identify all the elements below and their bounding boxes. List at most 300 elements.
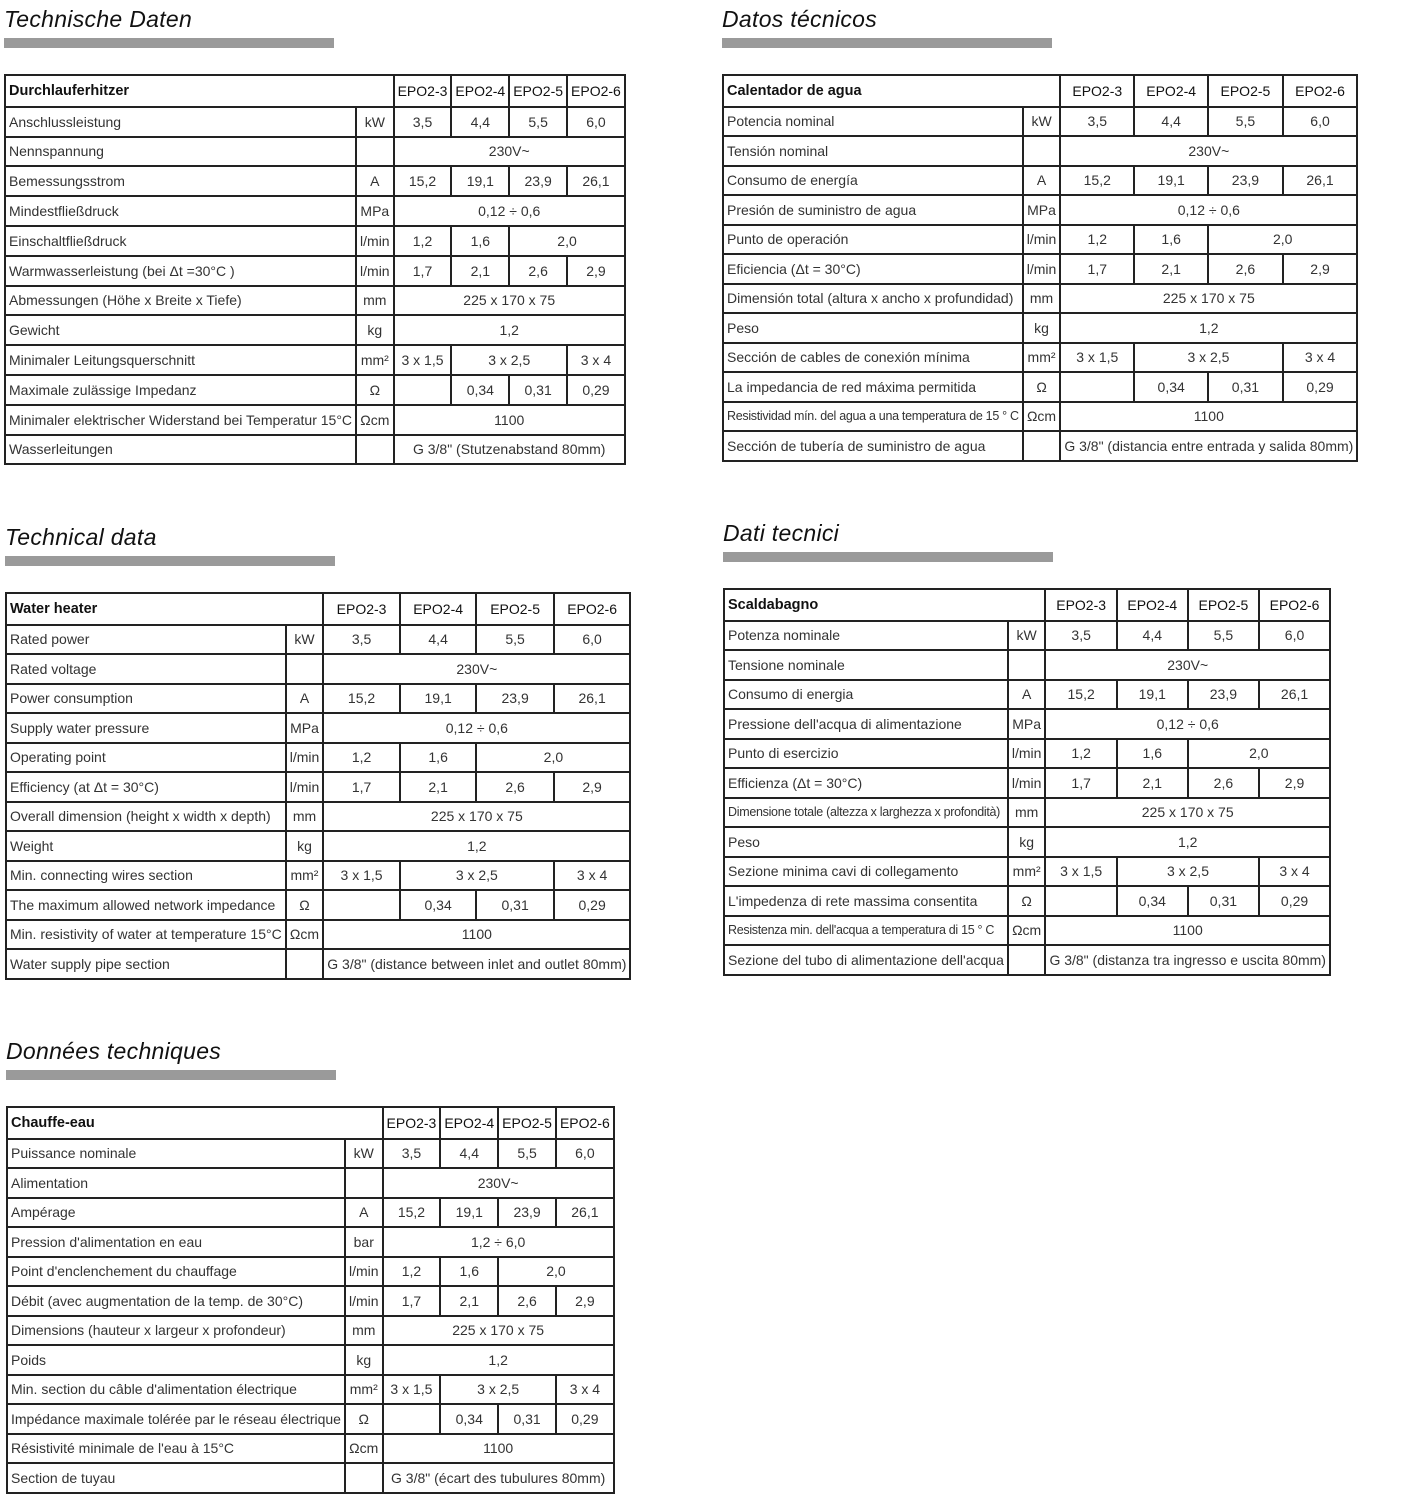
- table-row: [724, 680, 1330, 710]
- row-unit: Ωcm: [1008, 916, 1046, 946]
- value-cell: 225 x 170 x 75: [1045, 798, 1330, 828]
- row-label: Section de tuyau: [7, 1463, 345, 1493]
- value-cell: 3 x 4: [554, 861, 631, 891]
- value-cell: 0,29: [567, 375, 625, 405]
- row-label: Maximale zulässige Impedanz: [5, 375, 356, 405]
- value-cell: G 3/8" (distance between inlet and outlet 80mm): [323, 949, 630, 979]
- title-underline-bar: [722, 38, 1052, 48]
- row-unit: MPa: [1023, 195, 1061, 225]
- title-underline-bar: [723, 552, 1053, 562]
- row-label: Point d'enclenchement du chauffage: [7, 1257, 345, 1287]
- value-cell: 1,7: [1045, 768, 1116, 798]
- row-label: La impedancia de red máxima permitida: [723, 372, 1023, 402]
- row-label: Anschlussleistung: [5, 107, 356, 137]
- table-row: [7, 1227, 614, 1257]
- value-cell: 3 x 1,5: [394, 345, 452, 375]
- row-unit: kW: [1023, 107, 1061, 137]
- row-label: Impédance maximale tolérée par le réseau électrique: [7, 1404, 345, 1434]
- row-label: Power consumption: [6, 684, 286, 714]
- value-cell: 230V~: [1045, 650, 1330, 680]
- value-cell: 1,7: [394, 256, 452, 286]
- model-header: EPO2-5: [476, 593, 553, 625]
- table-row: [724, 945, 1330, 975]
- spec-table: [5, 592, 631, 980]
- row-unit: mm²: [1023, 343, 1061, 373]
- row-unit: MPa: [356, 196, 394, 226]
- value-cell: 2,6: [498, 1286, 556, 1316]
- table-row: [724, 739, 1330, 769]
- model-header: EPO2-3: [323, 593, 400, 625]
- table-row: [6, 625, 630, 655]
- table-row: [724, 827, 1330, 857]
- row-label: Nennspannung: [5, 137, 356, 167]
- model-header: EPO2-5: [509, 75, 567, 107]
- value-cell: 26,1: [1259, 680, 1330, 710]
- table-row: [5, 315, 625, 345]
- value-cell: 3,5: [394, 107, 452, 137]
- model-header: EPO2-3: [383, 1107, 441, 1139]
- value-cell: 225 x 170 x 75: [394, 286, 625, 316]
- spec-table: [4, 74, 626, 465]
- row-label: Supply water pressure: [6, 713, 286, 743]
- table-row: [7, 1286, 614, 1316]
- value-cell: 1100: [323, 920, 630, 950]
- model-header: EPO2-6: [1283, 75, 1358, 107]
- row-unit: l/min: [356, 226, 394, 256]
- value-cell: 19,1: [400, 684, 477, 714]
- table-row: [5, 345, 625, 375]
- row-unit: l/min: [286, 772, 324, 802]
- row-label: Minimaler Leitungsquerschnitt: [5, 345, 356, 375]
- value-cell: 6,0: [567, 107, 625, 137]
- value-cell: 4,4: [1134, 107, 1208, 137]
- value-cell: 230V~: [1060, 136, 1357, 166]
- value-cell: 3 x 4: [1283, 343, 1358, 373]
- row-unit: [345, 1463, 383, 1493]
- value-cell: 2,0: [476, 743, 630, 773]
- row-label: Efficienza (Δt = 30°C): [724, 768, 1008, 798]
- value-cell: 23,9: [509, 166, 567, 196]
- value-cell: 0,29: [554, 890, 631, 920]
- row-label: Presión de suministro de agua: [723, 195, 1023, 225]
- row-unit: MPa: [1008, 709, 1046, 739]
- model-header: EPO2-6: [1259, 589, 1330, 621]
- table-row: [723, 136, 1357, 166]
- row-unit: l/min: [1008, 739, 1046, 769]
- row-unit: mm: [356, 286, 394, 316]
- table-row: [6, 802, 630, 832]
- value-cell: 0,29: [556, 1404, 614, 1434]
- row-label: Puissance nominale: [7, 1139, 345, 1169]
- table-row: [7, 1316, 614, 1346]
- value-cell: 2,6: [509, 256, 567, 286]
- table-row: [723, 107, 1357, 137]
- value-cell: 4,4: [440, 1139, 498, 1169]
- table-header-row: [7, 1107, 614, 1139]
- value-cell: 5,5: [509, 107, 567, 137]
- table-row: [723, 284, 1357, 314]
- row-label: L'impedenza di rete massima consentita: [724, 886, 1008, 916]
- value-cell: 23,9: [498, 1198, 556, 1228]
- table-row: [7, 1463, 614, 1493]
- row-label: Potencia nominal: [723, 107, 1023, 137]
- value-cell: 23,9: [1208, 166, 1283, 196]
- row-unit: Ωcm: [356, 405, 394, 435]
- row-unit: kW: [345, 1139, 383, 1169]
- row-label: Warmwasserleistung (bei Δt =30°C ): [5, 256, 356, 286]
- value-cell: 23,9: [1188, 680, 1259, 710]
- row-label: Pression d'alimentation en eau: [7, 1227, 345, 1257]
- table-row: [6, 654, 630, 684]
- model-header: EPO2-4: [451, 75, 509, 107]
- table-row: [6, 772, 630, 802]
- value-cell: 0,29: [1259, 886, 1330, 916]
- row-unit: mm: [1023, 284, 1061, 314]
- value-cell: 3 x 1,5: [1060, 343, 1134, 373]
- table-row: [6, 861, 630, 891]
- row-unit: Ωcm: [345, 1434, 383, 1464]
- row-label: Einschaltfließdruck: [5, 226, 356, 256]
- row-unit: kg: [356, 315, 394, 345]
- value-cell: 3 x 1,5: [323, 861, 400, 891]
- value-cell: 26,1: [1283, 166, 1358, 196]
- table-row: [7, 1375, 614, 1405]
- row-unit: A: [1023, 166, 1061, 196]
- value-cell: 3 x 1,5: [1045, 857, 1116, 887]
- table-row: [723, 402, 1357, 432]
- row-label: Tensión nominal: [723, 136, 1023, 166]
- row-label: Minimaler elektrischer Widerstand bei Temperatur 15°C: [5, 405, 356, 435]
- value-cell: 3 x 4: [556, 1375, 614, 1405]
- model-header: EPO2-5: [1188, 589, 1259, 621]
- table-row: [7, 1404, 614, 1434]
- row-label: Ampérage: [7, 1198, 345, 1228]
- value-cell: 2,9: [1259, 768, 1330, 798]
- value-cell: 3 x 2,5: [400, 861, 554, 891]
- value-cell: [1045, 886, 1116, 916]
- table-row: [724, 621, 1330, 651]
- row-label: Eficiencia (Δt = 30°C): [723, 254, 1023, 284]
- value-cell: 1100: [383, 1434, 614, 1464]
- value-cell: 2,6: [1208, 254, 1283, 284]
- value-cell: 2,9: [556, 1286, 614, 1316]
- product-name-header: Durchlauferhitzer: [5, 75, 394, 107]
- value-cell: 19,1: [1117, 680, 1188, 710]
- row-unit: mm²: [1008, 857, 1046, 887]
- table-row: [723, 343, 1357, 373]
- product-name-header: Chauffe-eau: [7, 1107, 383, 1139]
- value-cell: 3 x 2,5: [1117, 857, 1259, 887]
- row-unit: mm²: [356, 345, 394, 375]
- value-cell: 1,2: [1060, 313, 1357, 343]
- row-unit: A: [1008, 680, 1046, 710]
- value-cell: 26,1: [556, 1198, 614, 1228]
- value-cell: 2,6: [476, 772, 553, 802]
- table-row: [7, 1434, 614, 1464]
- row-label: Mindestfließdruck: [5, 196, 356, 226]
- value-cell: 1,2: [1045, 739, 1116, 769]
- row-unit: [286, 654, 324, 684]
- value-cell: [383, 1404, 441, 1434]
- value-cell: 225 x 170 x 75: [1060, 284, 1357, 314]
- value-cell: 230V~: [383, 1168, 614, 1198]
- row-unit: l/min: [286, 743, 324, 773]
- product-name-header: Calentador de agua: [723, 75, 1060, 107]
- value-cell: 2,1: [1134, 254, 1208, 284]
- table-row: [7, 1168, 614, 1198]
- table-row: [5, 286, 625, 316]
- table-row: [724, 709, 1330, 739]
- table-row: [723, 372, 1357, 402]
- row-unit: kg: [1023, 313, 1061, 343]
- value-cell: 23,9: [476, 684, 553, 714]
- value-cell: 5,5: [498, 1139, 556, 1169]
- value-cell: 19,1: [440, 1198, 498, 1228]
- value-cell: 2,0: [509, 226, 625, 256]
- row-unit: [345, 1168, 383, 1198]
- table-row: [6, 743, 630, 773]
- value-cell: 0,12 ÷ 0,6: [394, 196, 625, 226]
- table-row: [6, 831, 630, 861]
- value-cell: 0,34: [400, 890, 477, 920]
- table-row: [5, 196, 625, 226]
- row-unit: [1008, 945, 1046, 975]
- table-row: [5, 166, 625, 196]
- row-label: Bemessungsstrom: [5, 166, 356, 196]
- row-label: Poids: [7, 1345, 345, 1375]
- row-unit: [286, 949, 324, 979]
- value-cell: 1,7: [383, 1286, 441, 1316]
- value-cell: 2,6: [1188, 768, 1259, 798]
- row-label: Peso: [724, 827, 1008, 857]
- value-cell: [1060, 372, 1134, 402]
- value-cell: 0,31: [498, 1404, 556, 1434]
- row-unit: l/min: [1008, 768, 1046, 798]
- value-cell: 0,34: [1134, 372, 1208, 402]
- row-label: Weight: [6, 831, 286, 861]
- table-row: [724, 768, 1330, 798]
- value-cell: 19,1: [451, 166, 509, 196]
- value-cell: 0,34: [451, 375, 509, 405]
- row-label: Efficiency (at Δt = 30°C): [6, 772, 286, 802]
- value-cell: 0,29: [1283, 372, 1358, 402]
- row-label: Min. section du câble d'alimentation électrique: [7, 1375, 345, 1405]
- value-cell: 3 x 4: [567, 345, 625, 375]
- table-row: [7, 1345, 614, 1375]
- section-title: Dati tecnici: [723, 520, 840, 546]
- row-label: Dimensione totale (altezza x larghezza x profondità): [724, 798, 1008, 828]
- value-cell: G 3/8" (écart des tubulures 80mm): [383, 1463, 614, 1493]
- row-label: Sezione minima cavi di collegamento: [724, 857, 1008, 887]
- model-header: EPO2-4: [1117, 589, 1188, 621]
- value-cell: 15,2: [394, 166, 452, 196]
- product-name-header: Water heater: [6, 593, 323, 625]
- value-cell: 5,5: [476, 625, 553, 655]
- value-cell: 1100: [1060, 402, 1357, 432]
- table-row: [723, 431, 1357, 461]
- section-title: Technical data: [5, 524, 157, 550]
- value-cell: 2,1: [440, 1286, 498, 1316]
- value-cell: 6,0: [1259, 621, 1330, 651]
- value-cell: [394, 375, 452, 405]
- row-unit: Ω: [286, 890, 324, 920]
- value-cell: 5,5: [1208, 107, 1283, 137]
- row-unit: Ω: [1008, 886, 1046, 916]
- row-unit: Ω: [356, 375, 394, 405]
- row-unit: mm²: [345, 1375, 383, 1405]
- row-label: Résistivité minimale de l'eau à 15°C: [7, 1434, 345, 1464]
- model-header: EPO2-5: [498, 1107, 556, 1139]
- value-cell: G 3/8" (distancia entre entrada y salida 80mm): [1060, 431, 1357, 461]
- value-cell: 1,2: [383, 1257, 441, 1287]
- row-unit: [1008, 650, 1046, 680]
- value-cell: 2,1: [400, 772, 477, 802]
- row-unit: kW: [286, 625, 324, 655]
- section-title: Datos técnicos: [722, 6, 878, 32]
- row-label: Punto di esercizio: [724, 739, 1008, 769]
- row-unit: bar: [345, 1227, 383, 1257]
- value-cell: 1100: [1045, 916, 1330, 946]
- value-cell: 3 x 4: [1259, 857, 1330, 887]
- table-row: [723, 166, 1357, 196]
- row-unit: mm: [1008, 798, 1046, 828]
- table-row: [5, 405, 625, 435]
- value-cell: 1,2: [1060, 225, 1134, 255]
- table-row: [5, 256, 625, 286]
- value-cell: 1,6: [451, 226, 509, 256]
- spec-table: [723, 588, 1331, 976]
- table-row: [6, 920, 630, 950]
- row-unit: mm: [286, 802, 324, 832]
- row-label: Peso: [723, 313, 1023, 343]
- value-cell: 1,7: [1060, 254, 1134, 284]
- model-header: EPO2-6: [556, 1107, 614, 1139]
- row-label: Alimentation: [7, 1168, 345, 1198]
- section-title: Données techniques: [6, 1038, 222, 1064]
- row-label: Sección de cables de conexión mínima: [723, 343, 1023, 373]
- value-cell: 3,5: [383, 1139, 441, 1169]
- table-row: [724, 916, 1330, 946]
- table-header-row: [5, 75, 625, 107]
- row-label: Dimensions (hauteur x largeur x profondeur): [7, 1316, 345, 1346]
- value-cell: 3,5: [1060, 107, 1134, 137]
- value-cell: 2,9: [554, 772, 631, 802]
- row-unit: MPa: [286, 713, 324, 743]
- row-unit: [1023, 431, 1061, 461]
- model-header: EPO2-5: [1208, 75, 1283, 107]
- table-header-row: [6, 593, 630, 625]
- value-cell: 4,4: [1117, 621, 1188, 651]
- value-cell: 2,9: [567, 256, 625, 286]
- table-row: [723, 313, 1357, 343]
- row-label: Water supply pipe section: [6, 949, 286, 979]
- value-cell: 3,5: [323, 625, 400, 655]
- spec-table: [722, 74, 1358, 462]
- row-unit: l/min: [345, 1286, 383, 1316]
- value-cell: 225 x 170 x 75: [383, 1316, 614, 1346]
- row-label: Overall dimension (height x width x depth): [6, 802, 286, 832]
- value-cell: 15,2: [1060, 166, 1134, 196]
- value-cell: 1,2: [394, 315, 625, 345]
- value-cell: 26,1: [567, 166, 625, 196]
- value-cell: 0,31: [476, 890, 553, 920]
- table-row: [723, 254, 1357, 284]
- row-label: Min. resistivity of water at temperature 15°C: [6, 920, 286, 950]
- row-label: Resistenza min. dell'acqua a temperatura di 15 ° C: [724, 916, 1008, 946]
- value-cell: 1,6: [440, 1257, 498, 1287]
- value-cell: 1100: [394, 405, 625, 435]
- value-cell: 6,0: [554, 625, 631, 655]
- model-header: EPO2-3: [1045, 589, 1116, 621]
- value-cell: 0,12 ÷ 0,6: [1045, 709, 1330, 739]
- row-label: Wasserleitungen: [5, 435, 356, 465]
- value-cell: 2,0: [1208, 225, 1357, 255]
- table-row: [5, 226, 625, 256]
- row-unit: [356, 435, 394, 465]
- model-header: EPO2-4: [400, 593, 477, 625]
- table-row: [5, 435, 625, 465]
- value-cell: 1,6: [1134, 225, 1208, 255]
- value-cell: 3 x 1,5: [383, 1375, 441, 1405]
- row-unit: kW: [356, 107, 394, 137]
- row-label: Sección de tubería de suministro de agua: [723, 431, 1023, 461]
- row-label: Rated voltage: [6, 654, 286, 684]
- table-row: [6, 713, 630, 743]
- value-cell: 19,1: [1134, 166, 1208, 196]
- row-label: Resistividad mín. del agua a una temperatura de 15 ° C: [723, 402, 1023, 432]
- spec-table: [6, 1106, 615, 1494]
- value-cell: 1,2 ÷ 6,0: [383, 1227, 614, 1257]
- value-cell: 26,1: [554, 684, 631, 714]
- row-label: Potenza nominale: [724, 621, 1008, 651]
- row-label: Débit (avec augmentation de la temp. de 30°C): [7, 1286, 345, 1316]
- value-cell: 0,31: [509, 375, 567, 405]
- value-cell: 15,2: [323, 684, 400, 714]
- title-underline-bar: [6, 1070, 336, 1080]
- table-row: [724, 798, 1330, 828]
- model-header: EPO2-4: [440, 1107, 498, 1139]
- model-header: EPO2-6: [554, 593, 631, 625]
- table-row: [7, 1139, 614, 1169]
- row-unit: l/min: [1023, 254, 1061, 284]
- table-row: [724, 857, 1330, 887]
- table-row: [7, 1198, 614, 1228]
- value-cell: 230V~: [323, 654, 630, 684]
- value-cell: 3 x 2,5: [451, 345, 567, 375]
- value-cell: 1,2: [383, 1345, 614, 1375]
- table-row: [724, 650, 1330, 680]
- row-label: Abmessungen (Höhe x Breite x Tiefe): [5, 286, 356, 316]
- table-row: [5, 375, 625, 405]
- value-cell: 4,4: [451, 107, 509, 137]
- value-cell: 2,9: [1283, 254, 1358, 284]
- value-cell: 0,31: [1208, 372, 1283, 402]
- row-label: Pressione dell'acqua di alimentazione: [724, 709, 1008, 739]
- row-unit: l/min: [1023, 225, 1061, 255]
- section-title: Technische Daten: [4, 6, 193, 32]
- row-label: Rated power: [6, 625, 286, 655]
- value-cell: 1,7: [323, 772, 400, 802]
- model-header: EPO2-6: [567, 75, 625, 107]
- value-cell: 1,6: [1117, 739, 1188, 769]
- row-unit: [356, 137, 394, 167]
- row-unit: kW: [1008, 621, 1046, 651]
- title-underline-bar: [4, 38, 334, 48]
- value-cell: 1,2: [323, 743, 400, 773]
- row-unit: A: [345, 1198, 383, 1228]
- row-unit: A: [356, 166, 394, 196]
- row-unit: kg: [345, 1345, 383, 1375]
